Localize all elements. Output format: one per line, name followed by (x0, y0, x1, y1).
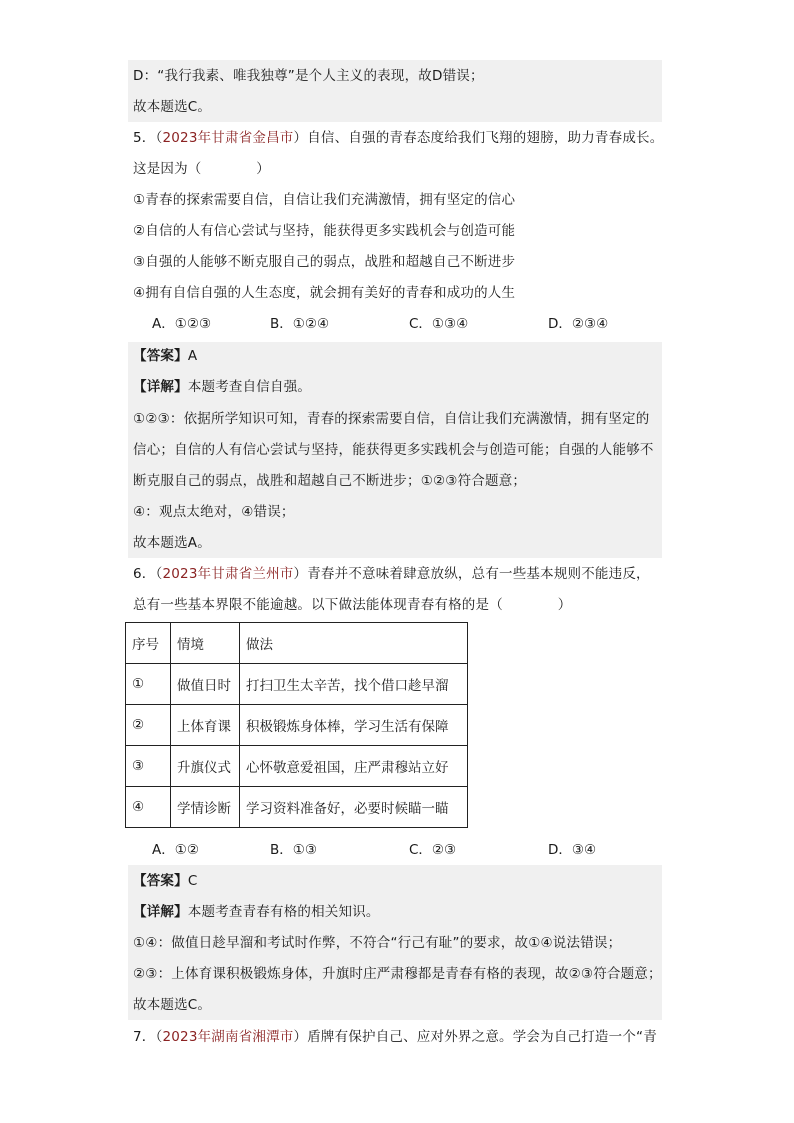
table-cell: ③ (126, 746, 171, 787)
table-cell: 升旗仪式 (171, 746, 240, 787)
q5-stem-line2: 这是因为（ ） (133, 161, 270, 177)
q6-detail-label: 【详解】 (133, 904, 188, 920)
table-cell: ① (126, 664, 171, 705)
q6-answer (133, 871, 197, 891)
q5-detail-line-5: 故本题选A。 (133, 535, 211, 551)
table-cell: 做值日时 (171, 664, 240, 705)
q6-option-d: D．③④ (548, 842, 597, 858)
q7-stem (133, 1027, 657, 1047)
q6-option-a: A．①② (152, 842, 199, 858)
q6-answer-value: C (187, 873, 198, 889)
table-cell: 学情诊断 (171, 787, 240, 828)
table-cell: ② (126, 705, 171, 746)
q6-stem (133, 564, 650, 584)
q5-statement-4: ④拥有自信自强的人生态度，就会拥有美好的青春和成功的人生 (133, 285, 516, 301)
q6-detail-line-2: ②③：上体育课积极锻炼身体，升旗时庄严肃穆都是青春有格的表现，故②③符合题意； (133, 966, 662, 982)
q5-option-a: A．①②③ (152, 316, 212, 332)
q6-stem-line2: 总有一些基本界限不能逾越。以下做法能体现青春有格的是（ ） (133, 597, 572, 613)
q5-statement-2: ②自信的人有信心尝试与坚持，能获得更多实践机会与创造可能 (133, 223, 516, 239)
q5-detail-label: 【详解】 (133, 379, 188, 395)
q5-detail-line-3: 断克服自己的弱点，战胜和超越自己不断进步；①②③符合题意； (133, 473, 527, 489)
table-header-cell: 做法 (240, 623, 468, 664)
q6-option-b: B．①③ (270, 842, 317, 858)
q5-detail-line-4: ④：观点太绝对，④错误； (133, 504, 295, 520)
q5-detail (133, 377, 311, 397)
q5-detail-intro: 本题考查自信自强。 (187, 379, 312, 395)
q5-answer-label: 【答案】 (133, 348, 188, 364)
q5-option-c: C．①③④ (409, 316, 469, 332)
table-row (126, 787, 468, 828)
q7-number: 7．（ (133, 1029, 163, 1045)
q5-stem (133, 128, 663, 148)
q6-table (125, 622, 468, 828)
table-cell: 心怀敬意爱祖国，庄严肃穆站立好 (240, 746, 468, 787)
q6-answer-label: 【答案】 (133, 873, 188, 889)
q5-answer (133, 346, 197, 366)
table-cell: ④ (126, 787, 171, 828)
table-cell: 学习资料准备好，必要时候瞄一瞄 (240, 787, 468, 828)
q6-source: 2023年甘肃省兰州市 (162, 566, 294, 582)
table-header-cell: 序号 (126, 623, 171, 664)
q6-detail (133, 902, 380, 922)
q6-number: 6．（ (133, 566, 163, 582)
q5-detail-line-1: ①②③：依据所学知识可知，青春的探索需要自信，自信让我们充满激情，拥有坚定的 (133, 411, 650, 427)
table-cell: 打扫卫生太辛苦，找个借口趁早溜 (240, 664, 468, 705)
q5-stem-text: ）自信、自强的青春态度给我们飞翔的翅膀，助力青春成长。 (293, 130, 664, 146)
q5-number: 5．（ (133, 130, 163, 146)
q5-statement-1: ①青春的探索需要自信，自信让我们充满激情，拥有坚定的信心 (133, 192, 516, 208)
q5-answer-value: A (187, 348, 198, 364)
table-row (126, 746, 468, 787)
table-header-row (126, 623, 468, 664)
table-cell: 积极锻炼身体棒，学习生活有保障 (240, 705, 468, 746)
table-row (126, 705, 468, 746)
prev-conclusion: 故本题选C。 (133, 99, 212, 115)
q5-option-b: B．①②④ (270, 316, 330, 332)
q6-detail-line-1: ①④：做值日趁早溜和考试时作弊，不符合“行己有耻”的要求，故①④说法错误； (133, 935, 622, 951)
q6-detail-line-3: 故本题选C。 (133, 997, 212, 1013)
q6-detail-intro: 本题考查青春有格的相关知识。 (187, 904, 380, 920)
q6-stem-text: ）青春并不意味着肆意放纵，总有一些基本规则不能违反， (293, 566, 650, 582)
q5-statement-3: ③自强的人能够不断克服自己的弱点，战胜和超越自己不断进步 (133, 254, 516, 270)
q7-stem-text: ）盾牌有保护自己、应对外界之意。学会为自己打造一个“青 (293, 1029, 657, 1045)
q6-option-c: C．②③ (409, 842, 457, 858)
q7-source: 2023年湖南省湘潭市 (162, 1029, 294, 1045)
q5-detail-line-2: 信心；自信的人有信心尝试与坚持，能获得更多实践机会与创造可能；自强的人能够不 (133, 442, 654, 458)
table-cell: 上体育课 (171, 705, 240, 746)
q5-option-d: D．②③④ (548, 316, 609, 332)
table-header-cell: 情境 (171, 623, 240, 664)
prev-option-d-explanation: D：“我行我素、唯我独尊”是个人主义的表现，故D错误； (133, 68, 484, 84)
q5-source: 2023年甘肃省金昌市 (162, 130, 294, 146)
table-row (126, 664, 468, 705)
